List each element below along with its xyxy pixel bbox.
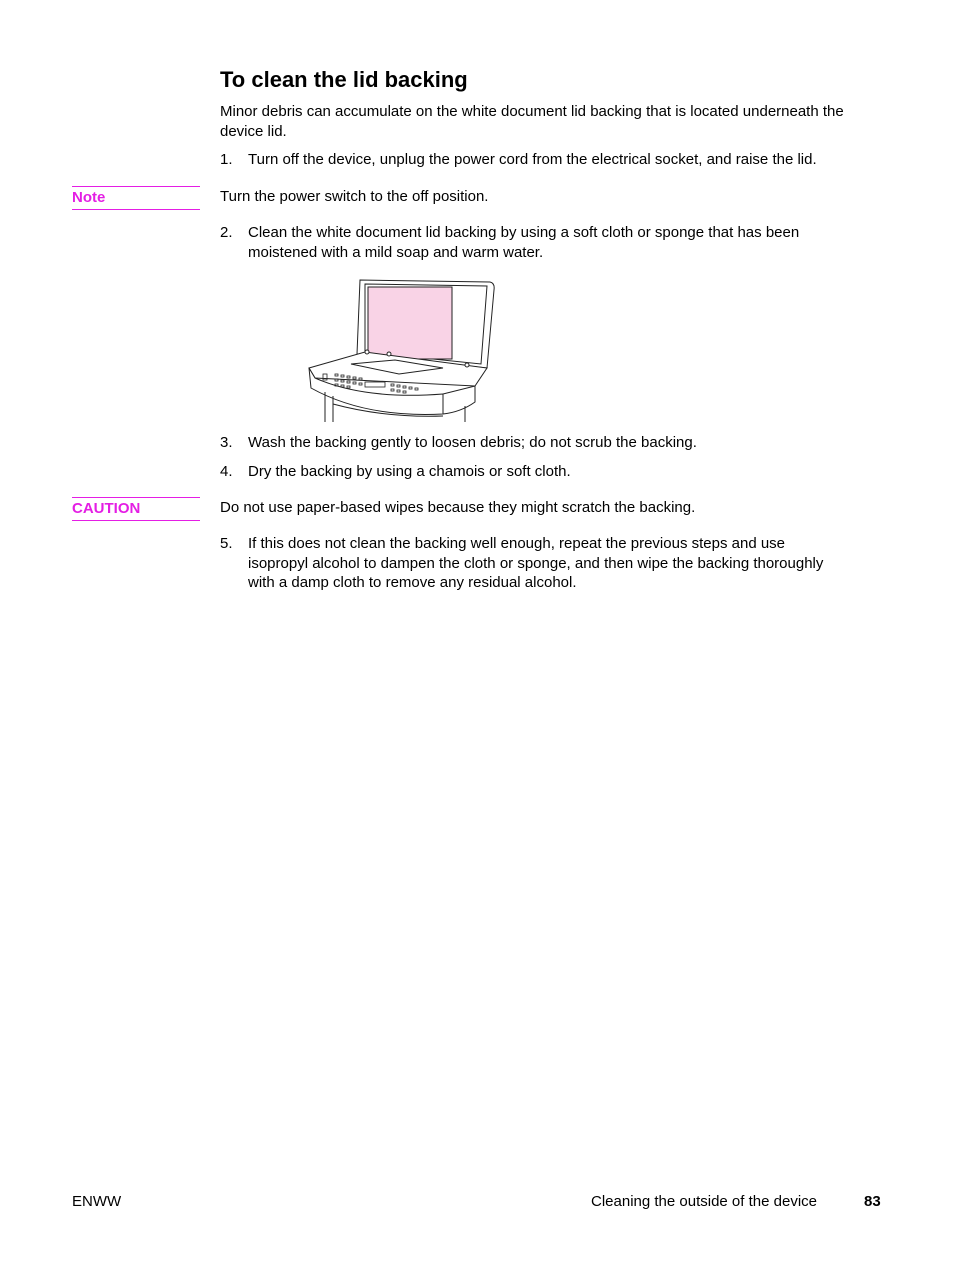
step-line: Clean the white document lid backing by using a soft cloth or sponge that has been (248, 224, 800, 241)
scanner-lid-illustration (305, 276, 505, 422)
note-text: Turn the power switch to the off position. (220, 188, 489, 205)
step-text (248, 534, 888, 593)
footer-doc-code: ENWW (72, 1193, 122, 1210)
note-label: Note (72, 186, 200, 210)
step-text (248, 223, 888, 262)
step-line: Wash the backing gently to loosen debris; do not scrub the backing. (248, 434, 697, 451)
caution-label: CAUTION (72, 497, 200, 521)
step-number: 1. (220, 151, 233, 168)
step-text (248, 462, 888, 482)
step-text (248, 433, 888, 453)
footer-page-number: 83 (864, 1193, 881, 1210)
step-line: If this does not clean the backing well enough, repeat the previous steps and use (248, 535, 786, 552)
step-line: moistened with a mild soap and warm water. (248, 243, 544, 261)
step-number: 4. (220, 463, 233, 480)
intro-line-2: device lid. (220, 122, 287, 140)
step-number: 5. (220, 535, 233, 552)
step-line: Dry the backing by using a chamois or soft cloth. (248, 463, 571, 480)
footer-section-name: Cleaning the outside of the device (591, 1193, 817, 1210)
intro-paragraph (220, 102, 890, 141)
step-line: Turn off the device, unplug the power cord from the electrical socket, and raise the lid. (248, 151, 817, 168)
section-title: To clean the lid backing (220, 67, 468, 92)
intro-line-1: Minor debris can accumulate on the white document lid backing that is located underneath the (220, 103, 844, 120)
step-number: 3. (220, 434, 233, 451)
step-line: isopropyl alcohol to dampen the cloth or sponge, and then wipe the backing thoroughly (248, 554, 824, 572)
step-text (248, 150, 888, 170)
caution-text: Do not use paper-based wipes because they might scratch the backing. (220, 499, 696, 516)
step-line: with a damp cloth to remove any residual alcohol. (248, 574, 577, 591)
step-number: 2. (220, 224, 233, 241)
